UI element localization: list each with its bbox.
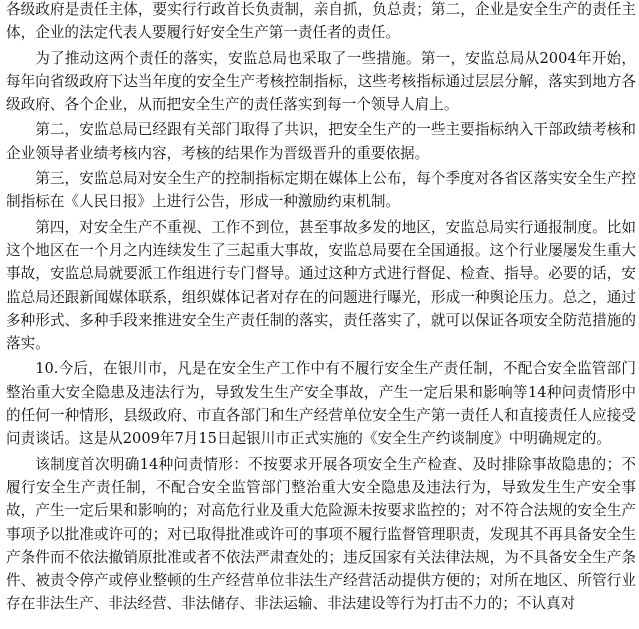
paragraph-3: 第二，安监总局已经跟有关部门取得了共识，把安全生产的一些主要指标纳入干部政绩考核和企业领导者业绩考核内容，考核的结果作为晋级晋升的重要依据。 bbox=[6, 121, 636, 162]
paragraph-4: 第三，安监总局对安全生产的控制指标定期在媒体上公布，每个季度对各省区落实安全生产控制指标在《人民日报》上进行公告，形成一种激励约束机制。 bbox=[6, 170, 636, 211]
paragraph-5: 第四，对安全生产不重视、工作不到位，甚至事故多发的地区，安监总局实行通报制度。比如这个地区在一个月之内连续发生了三起重大事故，安监总局要在全国通报。这个行业屡屡发生重大事故，安监总局就要派工作组进行专门督导。通过这种方式进行督促、检查、指导。必要的话，安监总局还跟新闻媒体联系，组织媒体记者对存在的问题进行曝光，形成一种舆论压力。总之，通过多种形式、多种手段来推进安全生产责任制的落实，责任落实了，就可以保证各项安全防范措施的落实。 bbox=[6, 218, 636, 353]
paragraph-6: 10.今后，在银川市，凡是在安全生产工作中有不履行安全生产责任制，不配合安全监管部门整治重大安全隐患及违法行为，导致发生生产安全事故，产生一定后果和影响等14种问责情形中的任何一种情形，县级政府、市直各部门和生产经营单位安全生产第一责任人和直接责任人应接受问责谈话。这是从2009年7月15日起银川市正式实施的《安全生产约谈制度》中明确规定的。 bbox=[6, 360, 636, 448]
paragraph-1: 各级政府是责任主体，要实行行政首长负责制，亲自抓，负总责；第二，企业是安全生产的责任主体，企业的法定代表人要履行好安全生产第一责任者的责任。 bbox=[6, 1, 636, 42]
paragraph-2: 为了推动这两个责任的落实，安监总局也采取了一些措施。第一，安监总局从2004年开始，每年向省级政府下达当年度的安全生产考核控制指标，这些考核指标通过层层分解，落实到地方各级政府、各个企业，从而把安全生产的责任落实到每一个领导人肩上。 bbox=[6, 49, 636, 114]
paragraph-7: 该制度首次明确14种问责情形：不按要求开展各项安全生产检查、及时排除事故隐患的；不履行安全生产责任制，不配合安全监管部门整治重大安全隐患及违法行为，导致发生生产安全事故，产生一定后果和影响的；对高危行业及重大危险源未按要求监控的；对不符合法规的安全生产事项予以批准或许可的；对已取得批准或许可的事项不履行监督管理职责，发现其不再具备安全生产条件而不依法撤销原批准或者不依法严肃查处的；违反国家有关法律法规，为不具备安全生产条件、被责令停产或停业整顿的生产经营单位非法生产经营活动提供方便的；对所在地区、所管行业存在非法生产、非法经营、非法储存、非法运输、非法建设等行为打击不力的；不认真对 bbox=[6, 455, 636, 613]
